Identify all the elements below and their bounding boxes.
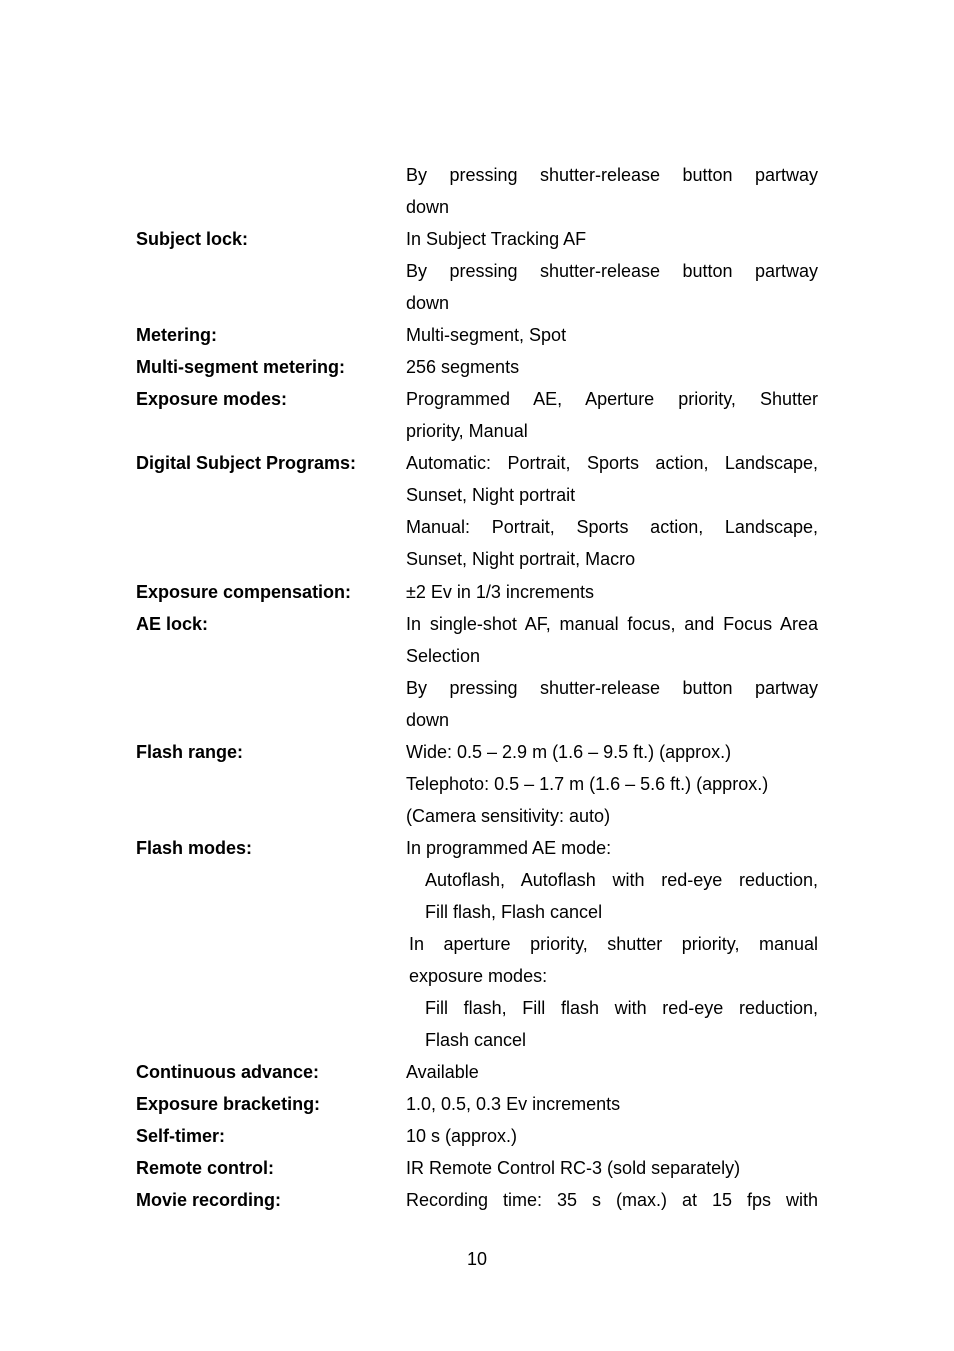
spec-label: Remote control: (136, 1158, 275, 1178)
spec-value: Wide: 0.5 – 2.9 m (1.6 – 9.5 ft.) (approx.) (406, 742, 732, 762)
spec-value: Available (406, 1062, 479, 1082)
spec-label: Exposure compensation: (136, 582, 352, 602)
spec-row (136, 1184, 818, 1216)
spec-row (136, 1024, 818, 1056)
spec-row (136, 768, 818, 800)
spec-value: IR Remote Control RC-3 (sold separately) (406, 1158, 741, 1178)
spec-row (136, 415, 818, 447)
spec-row (136, 351, 818, 383)
spec-value: (Camera sensitivity: auto) (406, 806, 611, 826)
spec-value: Flash cancel (425, 1030, 527, 1050)
spec-value: down (406, 710, 450, 730)
spec-value: Autoflash, Autoflash with red-eye reduction, (425, 870, 818, 890)
spec-value: Programmed AE, Aperture priority, Shutter (406, 389, 818, 409)
spec-value: Fill flash, Flash cancel (425, 902, 603, 922)
spec-label: Self-timer: (136, 1126, 226, 1146)
spec-value: By pressing shutter-release button partway (406, 261, 818, 281)
spec-row (136, 1152, 818, 1184)
spec-row (136, 223, 818, 255)
spec-value: In aperture priority, shutter priority, manual (409, 934, 818, 954)
spec-label: Digital Subject Programs: (136, 453, 357, 473)
spec-row (136, 447, 818, 479)
spec-value: Sunset, Night portrait, Macro (406, 549, 636, 569)
spec-value: Recording time: 35 s (max.) at 15 fps with (406, 1190, 818, 1210)
spec-value: down (406, 197, 450, 217)
spec-row (136, 608, 818, 640)
spec-row (136, 800, 818, 832)
spec-label: Multi-segment metering: (136, 357, 346, 377)
spec-value: By pressing shutter-release button partway (406, 678, 818, 698)
spec-value: Manual: Portrait, Sports action, Landscape, (406, 517, 818, 537)
spec-label: Continuous advance: (136, 1062, 320, 1082)
spec-row (136, 992, 818, 1024)
spec-value: Automatic: Portrait, Sports action, Landscape, (406, 453, 818, 473)
spec-row (136, 640, 818, 672)
spec-row (136, 736, 818, 768)
spec-label: Metering: (136, 325, 217, 345)
spec-value: By pressing shutter-release button partway (406, 165, 818, 185)
spec-value: In single-shot AF, manual focus, and Focus Area (406, 614, 818, 634)
spec-row (136, 383, 818, 415)
spec-value: 10 s (approx.) (406, 1126, 518, 1146)
spec-value: In Subject Tracking AF (406, 229, 587, 249)
spec-value: down (406, 293, 450, 313)
spec-value: Sunset, Night portrait (406, 485, 576, 505)
spec-row (136, 479, 818, 511)
spec-label: Flash modes: (136, 838, 253, 858)
spec-row (136, 191, 818, 223)
spec-value: Multi-segment, Spot (406, 325, 567, 345)
spec-label: Exposure bracketing: (136, 1094, 321, 1114)
spec-row (136, 672, 818, 704)
spec-row (136, 511, 818, 543)
spec-value: ±2 Ev in 1/3 increments (406, 582, 594, 602)
spec-value: In programmed AE mode: (406, 838, 612, 858)
spec-row (136, 1056, 818, 1088)
spec-value: Fill flash, Fill flash with red-eye reduction, (425, 998, 818, 1018)
spec-value: exposure modes: (409, 966, 548, 986)
spec-row (136, 1088, 818, 1120)
spec-row (136, 576, 818, 608)
spec-value: 1.0, 0.5, 0.3 Ev increments (406, 1094, 621, 1114)
spec-row (136, 928, 818, 960)
spec-row (136, 704, 818, 736)
spec-row (136, 319, 818, 351)
page-number: 10 (466, 1249, 488, 1269)
spec-row (136, 1120, 818, 1152)
spec-label: Subject lock: (136, 229, 249, 249)
spec-label: Movie recording: (136, 1190, 282, 1210)
spec-row (136, 255, 818, 287)
spec-row (136, 864, 818, 896)
spec-label: Flash range: (136, 742, 244, 762)
spec-value: Telephoto: 0.5 – 1.7 m (1.6 – 5.6 ft.) (approx.) (406, 774, 769, 794)
spec-row (136, 287, 818, 319)
spec-value: Selection (406, 646, 481, 666)
spec-label: Exposure modes: (136, 389, 288, 409)
spec-row (136, 960, 818, 992)
spec-row (136, 543, 818, 575)
spec-row (136, 159, 818, 191)
spec-label: AE lock: (136, 614, 209, 634)
spec-row (136, 896, 818, 928)
spec-row (136, 832, 818, 864)
spec-value: priority, Manual (406, 421, 528, 441)
spec-value: 256 segments (406, 357, 520, 377)
